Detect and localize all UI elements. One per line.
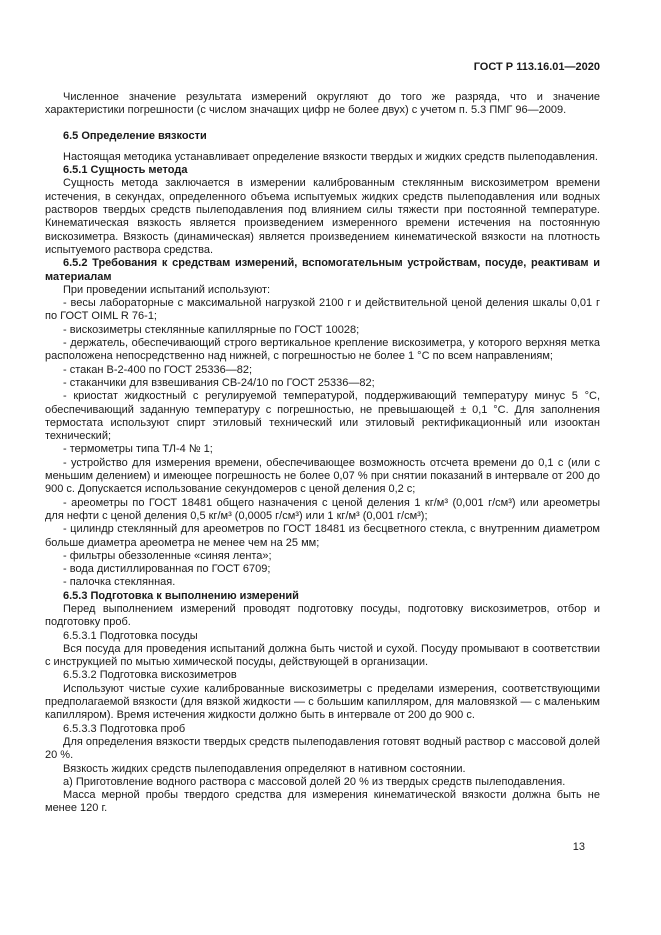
paragraph: Масса мерной пробы твердого средства для измерения кинематической вязкости должна быть не менее 120 г.	[45, 789, 600, 815]
list-item: - ареометры по ГОСТ 18481 общего назначения с ценой деления 1 кг/м³ (0,001 г/см³) или ареометры для нефти с ценой деления 0,5 кг/м³ (0,0005 г/см³) или 1 кг/м³ (0,001 г/см³);	[45, 496, 600, 522]
subsection-heading: 6.5.1 Сущность метода	[63, 164, 188, 177]
paragraph: а) Приготовление водного раствора с массовой долей 20 % из твердых средств пылеподавления.	[63, 775, 566, 788]
list-item: - держатель, обеспечивающий строго вертикальное крепление вискозиметра, у которого верхняя метка расположена непосредственно над нижней, с погрешностью не более 1 °С по всем направлениям;	[45, 337, 600, 363]
list-item: - стакан В-2-400 по ГОСТ 25336—82;	[63, 363, 253, 376]
paragraph: 6.5.3.2 Подготовка вискозиметров	[63, 669, 237, 682]
list-item: - палочка стеклянная.	[63, 576, 176, 589]
list-item: - криостат жидкостный с регулируемой температурой, поддерживающий температуру минус 5 °С, обеспечивающий заданную температуру с погрешностью, не превышающей ± 0,1 °С. Для заполнения термостата используют спирт этиловый технический или этиловый ректификационный или изооктан технический;	[45, 390, 600, 443]
paragraph: Численное значение результата измерений округляют до того же разряда, что и значение характеристики погрешности (с числом значащих цифр не более двух) с учетом п. 5.3 ПМГ 96—2009.	[45, 91, 600, 117]
list-item: - термометры типа ТЛ-4 № 1;	[63, 443, 213, 456]
paragraph: 6.5.3.3 Подготовка проб	[63, 722, 186, 735]
document-code-header: ГОСТ Р 113.16.01—2020	[473, 61, 600, 73]
paragraph: Перед выполнением измерений проводят подготовку посуды, подготовку вискозиметров, отбор и подготовку проб.	[45, 602, 600, 629]
section-heading: 6.5 Определение вязкости	[63, 129, 207, 142]
paragraph: Для определения вязкости твердых средств пылеподавления готовят водный раствор с массовой долей 20 %.	[45, 735, 600, 762]
paragraph: При проведении испытаний используют:	[63, 283, 271, 296]
list-item: - весы лабораторные с максимальной нагрузкой 2100 г и действительной ценой деления шкалы 0,01 г по ГОСТ OIML R 76-1;	[45, 297, 600, 323]
paragraph: 6.5.3.1 Подготовка посуды	[63, 629, 198, 642]
paragraph: Настоящая методика устанавливает определение вязкости твердых и жидких средств пылеподавления.	[63, 150, 598, 163]
list-item: - цилиндр стеклянный для ареометров по ГОСТ 18481 из бесцветного стекла, с внутренним диаметром больше диаметра ареометра не менее чем на 25 мм;	[45, 523, 600, 549]
paragraph: Сущность метода заключается в измерении калиброванным стеклянным вискозиметром времени истечения, в секундах, определенного объема испытуемых жидких средств пылеподавления или водных растворов твердых средств пылеподавления под влиянием силы тяжести при постоянной температуре. Кинематическая вязкость является произведением измеренного времени истечения на постоянную вискозиметра. Вязкость (динамическая) является произведением кинематической вязкости на плотность испытуемого раствора средства.	[45, 177, 600, 256]
list-item: - фильтры обеззоленные «синяя лента»;	[63, 549, 272, 562]
page-number: 13	[572, 841, 585, 853]
paragraph: Вязкость жидких средств пылеподавления определяют в нативном состоянии.	[63, 762, 466, 775]
list-item: - стаканчики для взвешивания СВ-24/10 по ГОСТ 25336—82;	[63, 376, 375, 389]
paragraph: Используют чистые сухие калиброванные вискозиметры с пределами измерения, соответствующими предполагаемой вязкости (для вязкой жидкости — с большим капилляром, для маловязкой — с маленьким капилляром). Время истечения жидкости должно быть в интервале от 200 до 900 с.	[45, 682, 600, 722]
list-item: - устройство для измерения времени, обеспечивающее возможность отсчета времени до 0,1 с (или с меньшим делением) и имеющее погрешность не более 0,07 % при снятии показаний в интервале от 200 до 900 с. Допускается использование секундомеров с ценой деления 0,2 с;	[45, 456, 600, 496]
subsection-heading: 6.5.3 Подготовка к выполнению измерений	[63, 589, 299, 602]
paragraph: Вся посуда для проведения испытаний должна быть чистой и сухой. Посуду промывают в соответствии с инструкцией по мытью химической посуды, действующей в организации.	[45, 642, 600, 669]
document-body	[45, 91, 600, 816]
list-item: - вода дистиллированная по ГОСТ 6709;	[63, 563, 271, 576]
list-item: - вискозиметры стеклянные капиллярные по ГОСТ 10028;	[63, 323, 360, 336]
subsection-heading: 6.5.2 Требования к средствам измерений, вспомогательным устройствам, посуде, реактивам и материалам	[45, 257, 600, 283]
